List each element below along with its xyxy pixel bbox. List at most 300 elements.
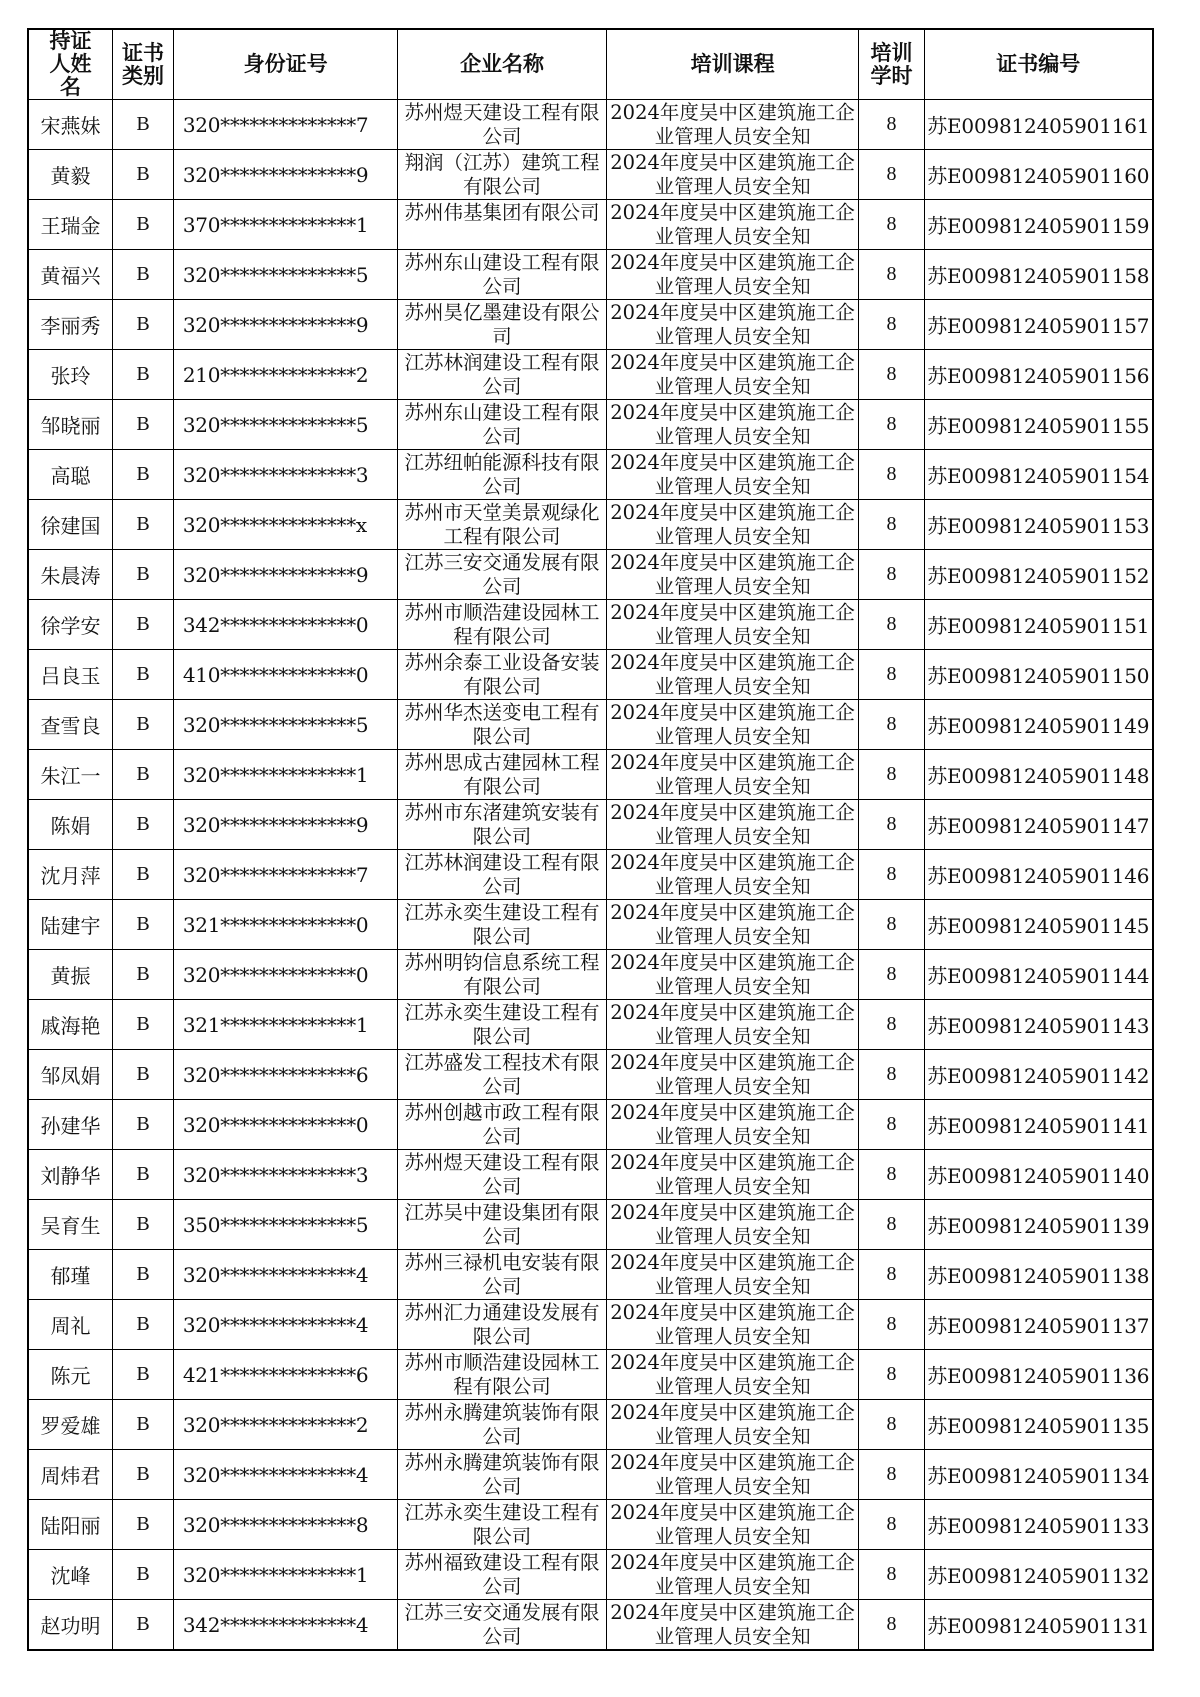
- cell-training-hours: 8: [859, 1500, 924, 1550]
- cell-id-number: 320**************5: [173, 250, 398, 300]
- cell-company-name: [398, 1050, 606, 1100]
- header-training-hours: 培训学时: [859, 29, 924, 100]
- cell-training-course-text: 2024年度吴中区建筑施工企业管理人员安全知: [610, 301, 855, 348]
- cell-holder-name: 刘静华: [28, 1150, 113, 1200]
- cell-holder-name: 黄毅: [28, 150, 113, 200]
- cell-cert-number: 苏E009812405901132: [924, 1550, 1153, 1600]
- cell-training-course: [606, 1500, 859, 1550]
- cell-cert-number: 苏E009812405901138: [924, 1250, 1153, 1300]
- header-cert-category: 证书类别: [113, 29, 174, 100]
- cell-training-course: [606, 200, 859, 250]
- cell-training-hours: 8: [859, 150, 924, 200]
- cell-company-name-text: 苏州余泰工业设备安装有限公司: [404, 651, 600, 698]
- cell-holder-name: 沈峰: [28, 1550, 113, 1600]
- cell-company-name-text: 苏州创越市政工程有限公司: [404, 1101, 600, 1148]
- cell-id-number: 320**************3: [173, 1150, 398, 1200]
- cell-cert-number: 苏E009812405901159: [924, 200, 1153, 250]
- cell-training-course: [606, 850, 859, 900]
- table-row: [28, 100, 1153, 150]
- cell-training-course-text: 2024年度吴中区建筑施工企业管理人员安全知: [610, 651, 855, 698]
- cell-training-course-text: 2024年度吴中区建筑施工企业管理人员安全知: [610, 1551, 855, 1598]
- cell-training-hours: 8: [859, 1050, 924, 1100]
- cell-id-number: 320**************4: [173, 1250, 398, 1300]
- cell-company-name-text: 江苏三安交通发展有限公司: [404, 1601, 600, 1648]
- cell-training-course: [606, 400, 859, 450]
- cell-company-name: [398, 850, 606, 900]
- cell-training-course-text: 2024年度吴中区建筑施工企业管理人员安全知: [610, 851, 855, 898]
- cell-cert-category: B: [113, 1100, 174, 1150]
- header-id-number: 身份证号: [173, 29, 398, 100]
- table-row: [28, 700, 1153, 750]
- cell-holder-name: 孙建华: [28, 1100, 113, 1150]
- cell-training-hours: 8: [859, 1250, 924, 1300]
- cell-cert-number: 苏E009812405901145: [924, 900, 1153, 950]
- cell-company-name: [398, 1450, 606, 1500]
- cell-id-number: 370**************1: [173, 200, 398, 250]
- cell-training-course-text: 2024年度吴中区建筑施工企业管理人员安全知: [610, 1501, 855, 1548]
- cell-cert-number: 苏E009812405901140: [924, 1150, 1153, 1200]
- cell-company-name-text: 苏州三禄机电安装有限公司: [404, 1251, 600, 1298]
- table-row: [28, 1100, 1153, 1150]
- cell-holder-name: 周炜君: [28, 1450, 113, 1500]
- table-row: [28, 1150, 1153, 1200]
- cell-training-course-text: 2024年度吴中区建筑施工企业管理人员安全知: [610, 201, 855, 248]
- cell-holder-name: 吴育生: [28, 1200, 113, 1250]
- cell-company-name-text: 苏州汇力通建设发展有限公司: [404, 1301, 600, 1348]
- cell-company-name: [398, 1350, 606, 1400]
- cell-holder-name: 朱江一: [28, 750, 113, 800]
- table-row: [28, 550, 1153, 600]
- table-row: [28, 800, 1153, 850]
- cell-company-name-text: 江苏永奕生建设工程有限公司: [404, 901, 600, 948]
- cell-cert-number: 苏E009812405901146: [924, 850, 1153, 900]
- cell-training-course-text: 2024年度吴中区建筑施工企业管理人员安全知: [610, 1151, 855, 1198]
- cell-company-name-text: 苏州伟基集团有限公司: [404, 201, 600, 224]
- cell-company-name-text: 翔润（江苏）建筑工程有限公司: [404, 151, 600, 198]
- cell-training-course-text: 2024年度吴中区建筑施工企业管理人员安全知: [610, 951, 855, 998]
- cell-cert-category: B: [113, 650, 174, 700]
- cell-company-name: [398, 800, 606, 850]
- cell-company-name-text: 苏州东山建设工程有限公司: [404, 401, 600, 448]
- cell-training-course: [606, 950, 859, 1000]
- cell-training-hours: 8: [859, 450, 924, 500]
- cell-id-number: 320**************7: [173, 100, 398, 150]
- cell-cert-category: B: [113, 700, 174, 750]
- cell-cert-category: B: [113, 850, 174, 900]
- cell-company-name-text: 江苏林润建设工程有限公司: [404, 851, 600, 898]
- cell-training-course: [606, 250, 859, 300]
- cell-company-name: [398, 1150, 606, 1200]
- cell-cert-number: 苏E009812405901158: [924, 250, 1153, 300]
- cell-training-course: [606, 500, 859, 550]
- cell-company-name-text: 苏州思成古建园林工程有限公司: [404, 751, 600, 798]
- cell-holder-name: 邹凤娟: [28, 1050, 113, 1100]
- table-row: [28, 1450, 1153, 1500]
- cell-cert-number: 苏E009812405901161: [924, 100, 1153, 150]
- cell-company-name-text: 苏州市顺浩建设园林工程有限公司: [404, 1351, 600, 1398]
- cell-company-name: [398, 1550, 606, 1600]
- cell-training-course: [606, 700, 859, 750]
- cell-training-course-text: 2024年度吴中区建筑施工企业管理人员安全知: [610, 701, 855, 748]
- cell-training-course-text: 2024年度吴中区建筑施工企业管理人员安全知: [610, 1451, 855, 1498]
- table-row: [28, 300, 1153, 350]
- table-row: [28, 1550, 1153, 1600]
- cell-training-hours: 8: [859, 650, 924, 700]
- cell-training-course-text: 2024年度吴中区建筑施工企业管理人员安全知: [610, 101, 855, 148]
- cell-company-name: [398, 650, 606, 700]
- cell-training-course-text: 2024年度吴中区建筑施工企业管理人员安全知: [610, 1251, 855, 1298]
- table-row: [28, 750, 1153, 800]
- cell-training-course-text: 2024年度吴中区建筑施工企业管理人员安全知: [610, 351, 855, 398]
- cell-id-number: 320**************0: [173, 1100, 398, 1150]
- cell-cert-category: B: [113, 150, 174, 200]
- cell-training-course-text: 2024年度吴中区建筑施工企业管理人员安全知: [610, 1301, 855, 1348]
- cell-holder-name: 戚海艳: [28, 1000, 113, 1050]
- cell-holder-name: 高聪: [28, 450, 113, 500]
- cell-company-name: [398, 150, 606, 200]
- cell-company-name: [398, 350, 606, 400]
- cell-id-number: 320**************9: [173, 550, 398, 600]
- cell-company-name-text: 苏州市天堂美景观绿化工程有限公司: [404, 501, 600, 548]
- cell-cert-number: 苏E009812405901144: [924, 950, 1153, 1000]
- cell-training-course-text: 2024年度吴中区建筑施工企业管理人员安全知: [610, 1401, 855, 1448]
- cell-cert-category: B: [113, 600, 174, 650]
- cell-training-hours: 8: [859, 1600, 924, 1651]
- table-row: [28, 1050, 1153, 1100]
- cell-cert-category: B: [113, 750, 174, 800]
- cell-cert-category: B: [113, 900, 174, 950]
- cell-training-course: [606, 1600, 859, 1651]
- cell-training-course-text: 2024年度吴中区建筑施工企业管理人员安全知: [610, 801, 855, 848]
- cell-company-name-text: 苏州华杰送变电工程有限公司: [404, 701, 600, 748]
- cell-company-name-text: 苏州煜天建设工程有限公司: [404, 1151, 600, 1198]
- cell-training-hours: 8: [859, 1350, 924, 1400]
- cell-training-hours: 8: [859, 400, 924, 450]
- cell-cert-category: B: [113, 1550, 174, 1600]
- cell-cert-number: 苏E009812405901147: [924, 800, 1153, 850]
- table-row: [28, 1250, 1153, 1300]
- cell-company-name: [398, 250, 606, 300]
- cell-training-hours: 8: [859, 1000, 924, 1050]
- cell-training-course: [606, 800, 859, 850]
- cell-holder-name: 李丽秀: [28, 300, 113, 350]
- cell-training-course-text: 2024年度吴中区建筑施工企业管理人员安全知: [610, 1001, 855, 1048]
- cell-cert-number: 苏E009812405901131: [924, 1600, 1153, 1651]
- cell-training-course-text: 2024年度吴中区建筑施工企业管理人员安全知: [610, 1101, 855, 1148]
- cell-holder-name: 赵功明: [28, 1600, 113, 1651]
- cell-training-course-text: 2024年度吴中区建筑施工企业管理人员安全知: [610, 1201, 855, 1248]
- cell-cert-category: B: [113, 1000, 174, 1050]
- cell-training-hours: 8: [859, 550, 924, 600]
- table-row: [28, 500, 1153, 550]
- cell-cert-number: 苏E009812405901152: [924, 550, 1153, 600]
- cell-training-course-text: 2024年度吴中区建筑施工企业管理人员安全知: [610, 251, 855, 298]
- cell-training-course-text: 2024年度吴中区建筑施工企业管理人员安全知: [610, 601, 855, 648]
- cell-cert-category: B: [113, 400, 174, 450]
- cell-training-hours: 8: [859, 1100, 924, 1150]
- cell-training-course: [606, 1000, 859, 1050]
- cell-cert-number: 苏E009812405901151: [924, 600, 1153, 650]
- cell-training-hours: 8: [859, 300, 924, 350]
- header-company-name: 企业名称: [398, 29, 606, 100]
- cell-training-course: [606, 1150, 859, 1200]
- cell-cert-category: B: [113, 1300, 174, 1350]
- cell-training-hours: 8: [859, 1150, 924, 1200]
- cell-company-name-text: 江苏纽帕能源科技有限公司: [404, 451, 600, 498]
- cell-company-name: [398, 1200, 606, 1250]
- cell-cert-number: 苏E009812405901133: [924, 1500, 1153, 1550]
- cell-company-name: [398, 500, 606, 550]
- cell-training-course: [606, 750, 859, 800]
- cell-holder-name: 陈娟: [28, 800, 113, 850]
- cell-company-name-text: 苏州永腾建筑装饰有限公司: [404, 1451, 600, 1498]
- cell-cert-number: 苏E009812405901154: [924, 450, 1153, 500]
- table-row: [28, 150, 1153, 200]
- cell-training-hours: 8: [859, 1200, 924, 1250]
- table-row: [28, 1000, 1153, 1050]
- cell-training-course-text: 2024年度吴中区建筑施工企业管理人员安全知: [610, 1601, 855, 1648]
- table-body: [28, 100, 1153, 1651]
- cell-training-hours: 8: [859, 250, 924, 300]
- cell-id-number: 321**************0: [173, 900, 398, 950]
- cell-cert-number: 苏E009812405901155: [924, 400, 1153, 450]
- cell-cert-number: 苏E009812405901137: [924, 1300, 1153, 1350]
- header-holder-name: 持证人姓名: [28, 29, 113, 100]
- cell-holder-name: 徐学安: [28, 600, 113, 650]
- cell-company-name: [398, 1400, 606, 1450]
- cell-company-name: [398, 300, 606, 350]
- cell-company-name-text: 苏州市东渚建筑安装有限公司: [404, 801, 600, 848]
- cell-training-course-text: 2024年度吴中区建筑施工企业管理人员安全知: [610, 751, 855, 798]
- cell-holder-name: 黄振: [28, 950, 113, 1000]
- cell-cert-number: 苏E009812405901142: [924, 1050, 1153, 1100]
- cell-cert-number: 苏E009812405901135: [924, 1400, 1153, 1450]
- cell-id-number: 342**************0: [173, 600, 398, 650]
- cell-training-hours: 8: [859, 1550, 924, 1600]
- table-row: [28, 1500, 1153, 1550]
- cell-company-name: [398, 1000, 606, 1050]
- cell-training-hours: 8: [859, 850, 924, 900]
- cell-id-number: 350**************5: [173, 1200, 398, 1250]
- cell-cert-number: 苏E009812405901148: [924, 750, 1153, 800]
- cell-id-number: 320**************1: [173, 750, 398, 800]
- cell-training-course: [606, 600, 859, 650]
- cell-training-hours: 8: [859, 950, 924, 1000]
- cell-company-name-text: 江苏永奕生建设工程有限公司: [404, 1501, 600, 1548]
- cell-training-course-text: 2024年度吴中区建筑施工企业管理人员安全知: [610, 151, 855, 198]
- cell-holder-name: 陈元: [28, 1350, 113, 1400]
- cell-company-name: [398, 100, 606, 150]
- cell-cert-number: 苏E009812405901157: [924, 300, 1153, 350]
- cell-cert-number: 苏E009812405901134: [924, 1450, 1153, 1500]
- cell-training-course: [606, 450, 859, 500]
- cell-holder-name: 黄福兴: [28, 250, 113, 300]
- cell-cert-category: B: [113, 1400, 174, 1450]
- cell-id-number: 320**************1: [173, 1550, 398, 1600]
- cell-company-name-text: 苏州东山建设工程有限公司: [404, 251, 600, 298]
- cell-company-name: [398, 1500, 606, 1550]
- cell-company-name-text: 苏州福致建设工程有限公司: [404, 1551, 600, 1598]
- cell-company-name: [398, 1100, 606, 1150]
- cell-holder-name: 沈月萍: [28, 850, 113, 900]
- cell-cert-category: B: [113, 100, 174, 150]
- cell-training-course: [606, 1100, 859, 1150]
- cell-training-hours: 8: [859, 1400, 924, 1450]
- cell-holder-name: 周礼: [28, 1300, 113, 1350]
- cell-training-hours: 8: [859, 700, 924, 750]
- cell-company-name-text: 江苏吴中建设集团有限公司: [404, 1201, 600, 1248]
- cell-id-number: 320**************2: [173, 1400, 398, 1450]
- cell-cert-number: 苏E009812405901141: [924, 1100, 1153, 1150]
- cell-training-hours: 8: [859, 600, 924, 650]
- cell-cert-number: 苏E009812405901150: [924, 650, 1153, 700]
- table-row: [28, 900, 1153, 950]
- table-row: [28, 600, 1153, 650]
- cell-cert-number: 苏E009812405901156: [924, 350, 1153, 400]
- cell-cert-category: B: [113, 350, 174, 400]
- cell-holder-name: 朱晨涛: [28, 550, 113, 600]
- cell-cert-number: 苏E009812405901160: [924, 150, 1153, 200]
- cell-cert-category: B: [113, 1250, 174, 1300]
- cell-company-name: [398, 550, 606, 600]
- cell-id-number: 320**************8: [173, 1500, 398, 1550]
- cell-training-course: [606, 900, 859, 950]
- cell-company-name: [398, 950, 606, 1000]
- cell-id-number: 421**************6: [173, 1350, 398, 1400]
- cell-cert-category: B: [113, 1200, 174, 1250]
- table-row: [28, 1300, 1153, 1350]
- cell-id-number: 320**************3: [173, 450, 398, 500]
- table-row: [28, 650, 1153, 700]
- cell-cert-number: 苏E009812405901136: [924, 1350, 1153, 1400]
- cell-training-course: [606, 1050, 859, 1100]
- cell-holder-name: 查雪良: [28, 700, 113, 750]
- cell-company-name: [398, 1300, 606, 1350]
- cell-cert-number: 苏E009812405901153: [924, 500, 1153, 550]
- cell-cert-category: B: [113, 500, 174, 550]
- cell-cert-category: B: [113, 450, 174, 500]
- cell-training-course: [606, 350, 859, 400]
- cell-cert-number: 苏E009812405901143: [924, 1000, 1153, 1050]
- cell-training-course: [606, 1350, 859, 1400]
- cell-cert-category: B: [113, 300, 174, 350]
- cell-training-course-text: 2024年度吴中区建筑施工企业管理人员安全知: [610, 1051, 855, 1098]
- cell-id-number: 320**************9: [173, 150, 398, 200]
- cell-cert-category: B: [113, 200, 174, 250]
- cell-id-number: 320**************5: [173, 400, 398, 450]
- table-header-row: [28, 29, 1153, 100]
- cell-training-course: [606, 300, 859, 350]
- cell-company-name-text: 江苏林润建设工程有限公司: [404, 351, 600, 398]
- cell-training-course: [606, 1300, 859, 1350]
- cell-company-name-text: 江苏盛发工程技术有限公司: [404, 1051, 600, 1098]
- cell-holder-name: 张玲: [28, 350, 113, 400]
- table-row: [28, 1600, 1153, 1651]
- cell-id-number: 320**************9: [173, 300, 398, 350]
- cell-company-name: [398, 900, 606, 950]
- cell-training-course-text: 2024年度吴中区建筑施工企业管理人员安全知: [610, 451, 855, 498]
- cell-training-hours: 8: [859, 750, 924, 800]
- table-row: [28, 1200, 1153, 1250]
- cell-id-number: 342**************4: [173, 1600, 398, 1651]
- cell-holder-name: 徐建国: [28, 500, 113, 550]
- header-training-course: 培训课程: [606, 29, 859, 100]
- cell-cert-category: B: [113, 1600, 174, 1651]
- cell-training-course-text: 2024年度吴中区建筑施工企业管理人员安全知: [610, 501, 855, 548]
- cell-training-course: [606, 1400, 859, 1450]
- cell-id-number: 320**************0: [173, 950, 398, 1000]
- cell-id-number: 320**************5: [173, 700, 398, 750]
- cell-cert-category: B: [113, 1450, 174, 1500]
- cell-holder-name: 邹晓丽: [28, 400, 113, 450]
- cell-company-name-text: 苏州明钧信息系统工程有限公司: [404, 951, 600, 998]
- cell-id-number: 320**************6: [173, 1050, 398, 1100]
- cell-company-name: [398, 200, 606, 250]
- cell-company-name: [398, 750, 606, 800]
- table-row: [28, 200, 1153, 250]
- table-row: [28, 1350, 1153, 1400]
- cell-training-course-text: 2024年度吴中区建筑施工企业管理人员安全知: [610, 1351, 855, 1398]
- cell-company-name: [398, 400, 606, 450]
- cell-id-number: 210**************2: [173, 350, 398, 400]
- cell-training-hours: 8: [859, 900, 924, 950]
- cell-cert-number: 苏E009812405901139: [924, 1200, 1153, 1250]
- cell-cert-category: B: [113, 800, 174, 850]
- cell-company-name: [398, 450, 606, 500]
- cell-holder-name: 陆阳丽: [28, 1500, 113, 1550]
- table-row: [28, 1400, 1153, 1450]
- cell-training-hours: 8: [859, 200, 924, 250]
- table-row: [28, 850, 1153, 900]
- cell-cert-category: B: [113, 1500, 174, 1550]
- cell-company-name: [398, 700, 606, 750]
- cell-company-name: [398, 1600, 606, 1651]
- cell-company-name-text: 苏州市顺浩建设园林工程有限公司: [404, 601, 600, 648]
- header-cert-number: 证书编号: [924, 29, 1153, 100]
- cell-training-course: [606, 1200, 859, 1250]
- cell-cert-category: B: [113, 550, 174, 600]
- cell-training-course: [606, 550, 859, 600]
- cell-id-number: 320**************4: [173, 1300, 398, 1350]
- cell-training-course: [606, 1450, 859, 1500]
- cell-training-course-text: 2024年度吴中区建筑施工企业管理人员安全知: [610, 551, 855, 598]
- cell-id-number: 321**************1: [173, 1000, 398, 1050]
- cell-cert-category: B: [113, 1350, 174, 1400]
- cell-training-hours: 8: [859, 100, 924, 150]
- cell-id-number: 320**************9: [173, 800, 398, 850]
- cell-training-course: [606, 1250, 859, 1300]
- cell-training-hours: 8: [859, 1300, 924, 1350]
- cell-cert-number: 苏E009812405901149: [924, 700, 1153, 750]
- cell-id-number: 320**************7: [173, 850, 398, 900]
- certificate-table: [27, 28, 1154, 1651]
- cell-training-course: [606, 100, 859, 150]
- table-row: [28, 950, 1153, 1000]
- cell-holder-name: 吕良玉: [28, 650, 113, 700]
- cell-training-hours: 8: [859, 350, 924, 400]
- cell-training-hours: 8: [859, 800, 924, 850]
- cell-holder-name: 罗爱雄: [28, 1400, 113, 1450]
- cell-cert-category: B: [113, 250, 174, 300]
- cell-training-course: [606, 1550, 859, 1600]
- cell-company-name: [398, 600, 606, 650]
- cell-training-course-text: 2024年度吴中区建筑施工企业管理人员安全知: [610, 901, 855, 948]
- cell-company-name-text: 苏州永腾建筑装饰有限公司: [404, 1401, 600, 1448]
- cell-training-course: [606, 150, 859, 200]
- cell-training-hours: 8: [859, 1450, 924, 1500]
- cell-company-name: [398, 1250, 606, 1300]
- cell-company-name-text: 苏州煜天建设工程有限公司: [404, 101, 600, 148]
